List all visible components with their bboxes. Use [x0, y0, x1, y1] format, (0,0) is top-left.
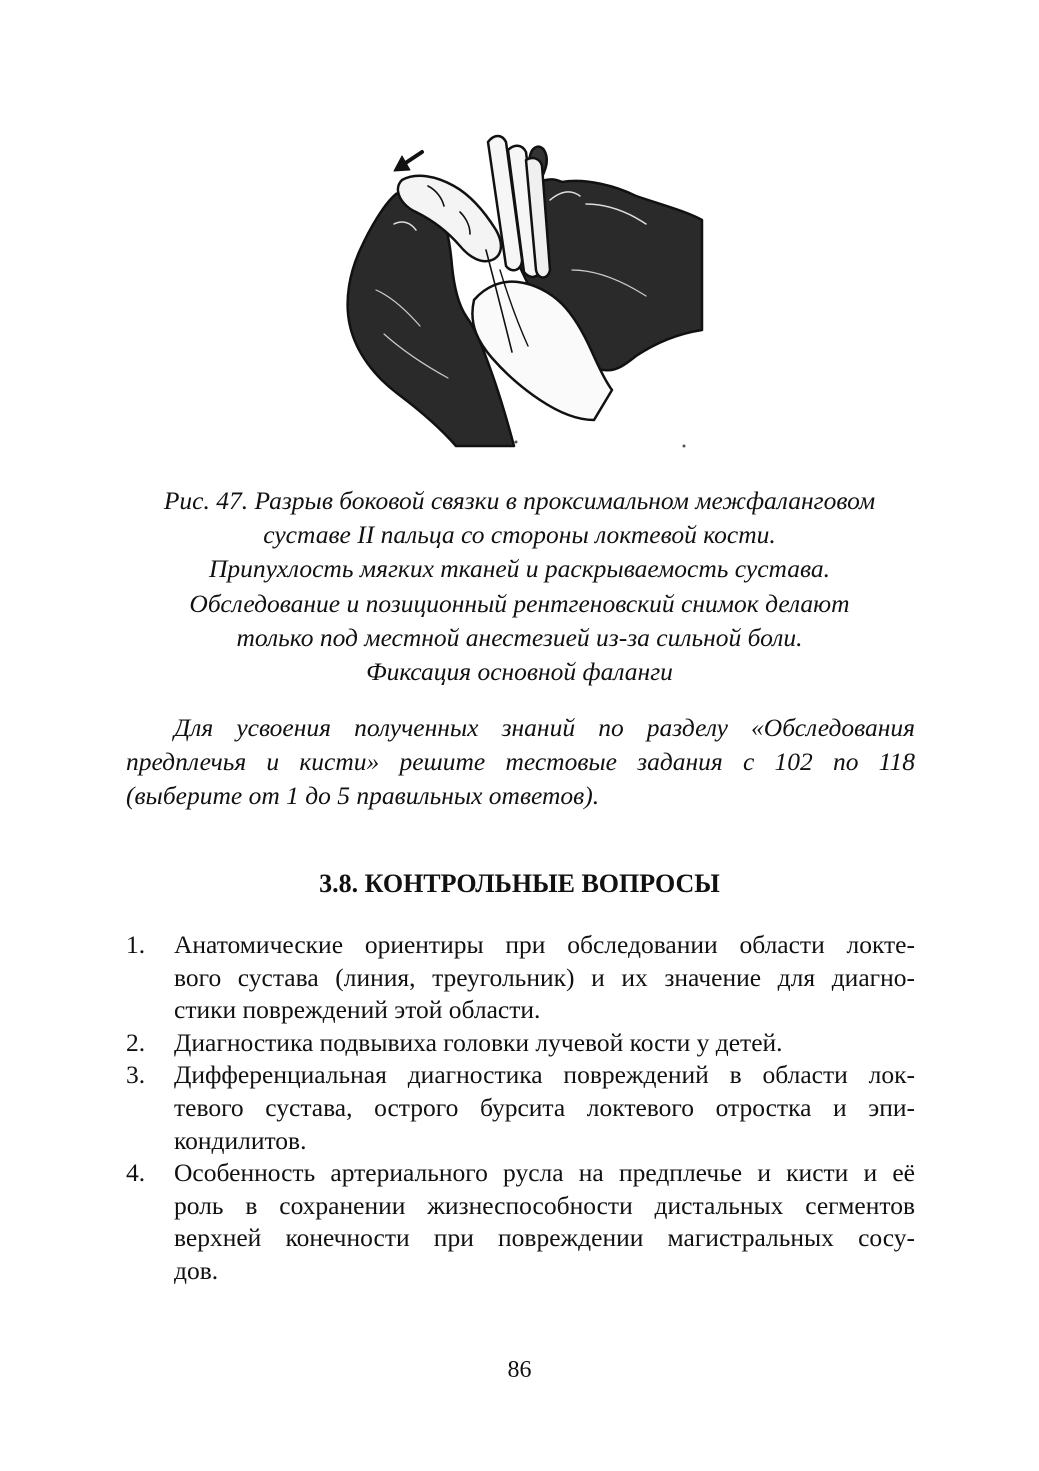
questions-list: [126, 929, 915, 1288]
caption-line: суставе II пальца со стороны локтевой кости.: [263, 520, 776, 550]
question-item: [126, 1157, 915, 1287]
question-line: Особенность артериального русла на предплечье и кисти и её: [174, 1158, 915, 1188]
paragraph-line: (выберите от 1 до 5 правильных ответов).: [126, 781, 600, 810]
caption-line: Фиксация основной фаланги: [366, 657, 673, 687]
question-line: дов.: [174, 1255, 219, 1285]
question-number: 2.: [126, 1027, 146, 1057]
paragraph-line: Для усвоения полученных знаний по разделу «Обследования: [174, 713, 915, 742]
question-number: 1.: [126, 930, 146, 959]
question-line: тевого сустава, острого бурсита локтевого отростка и эпи-: [174, 1092, 915, 1122]
caption-line: только под местной анестезией из-за сильной боли.: [236, 622, 803, 652]
question-line: Анатомические ориентиры при обследовании области локте-: [174, 930, 915, 959]
question-number: 3.: [126, 1060, 146, 1090]
caption-line: Припухлость мягких тканей и раскрываемость сустава.: [208, 554, 831, 584]
question-item: [126, 929, 915, 1027]
question-line: кондилитов.: [174, 1125, 307, 1155]
section-heading: 3.8. КОНТРОЛЬНЫЕ ВОПРОСЫ: [319, 869, 720, 898]
question-number: 4.: [126, 1158, 146, 1188]
question-line: верхней конечности при повреждении магистральных сосу-: [174, 1223, 915, 1253]
figure-caption: [100, 484, 939, 689]
caption-line: Обследование и позиционный рентгеновский снимок делают: [189, 588, 850, 618]
arrow-icon: [394, 152, 422, 171]
paragraph-line: предплечья и кисти» решите тестовые задания с 102 по 118: [126, 747, 915, 776]
question-line: стики повреждений этой области.: [174, 995, 541, 1025]
page-number: 86: [507, 1357, 532, 1383]
question-item: [126, 1027, 915, 1060]
question-item: [126, 1059, 915, 1157]
question-line: Диагностика подвывиха головки лучевой кости у детей.: [174, 1027, 783, 1057]
question-line: Дифференциальная диагностика повреждений в области лок-: [174, 1060, 915, 1090]
hand-examination-illustration: [336, 120, 708, 460]
caption-line: Рис. 47. Разрыв боковой связки в проксимальном межфаланговом: [163, 486, 876, 515]
question-line: роль в сохранении жизнеспособности дистальных сегментов: [174, 1190, 915, 1220]
question-line: вого сустава (линия, треугольник) и их значение для диагно-: [174, 962, 915, 992]
test-assignment-paragraph: [126, 711, 915, 813]
